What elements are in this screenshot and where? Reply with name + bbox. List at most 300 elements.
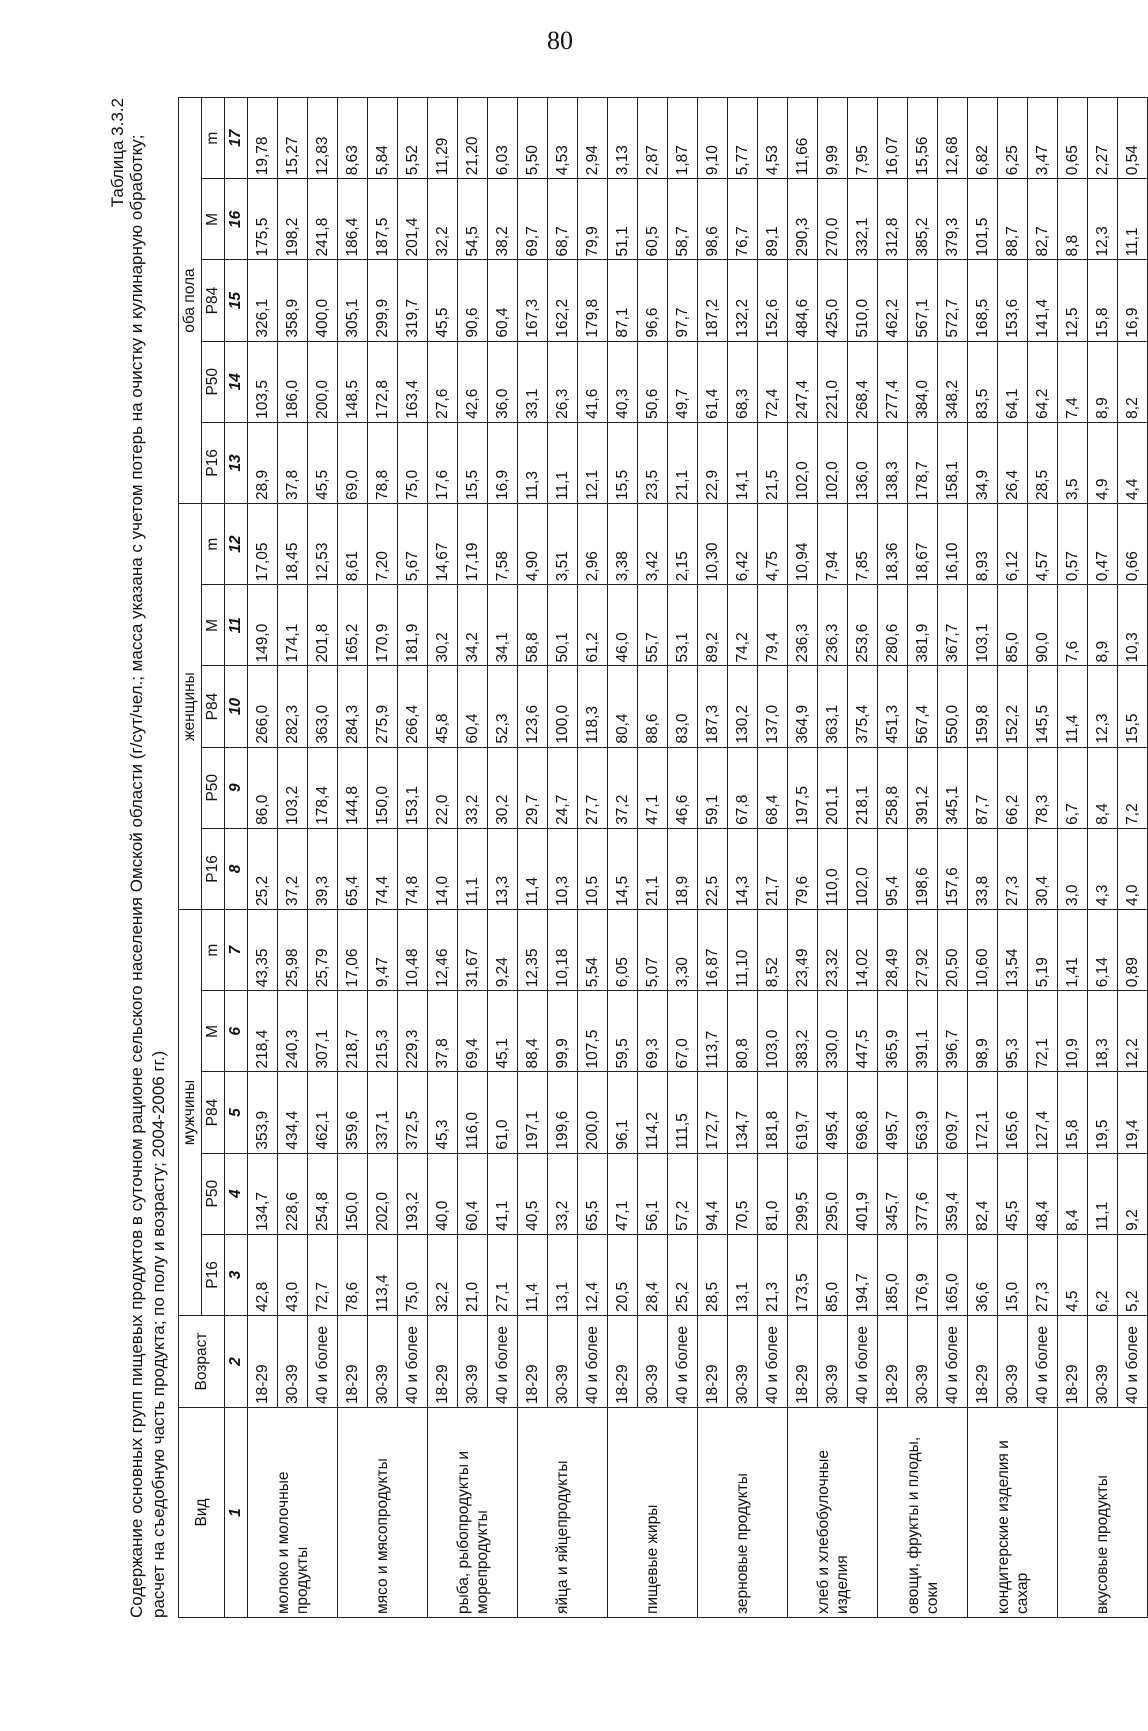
table-cell: 2,15 [668,504,698,585]
table-cell: 51,1 [608,179,638,260]
table-cell: 21,3 [758,1234,788,1315]
table-cell: 15,5 [608,422,638,503]
table-cell: 37,2 [278,828,308,909]
table-cell: 10,60 [968,910,998,991]
header-vid: Вид [179,1408,225,1618]
table-cell: 37,8 [278,422,308,503]
table-cell: 307,1 [308,991,338,1072]
row-age: 18-29 [338,1316,368,1408]
table-cell: 39,3 [308,828,338,909]
table-cell: 17,05 [248,504,278,585]
table-cell: 345,7 [878,1153,908,1234]
table-cell: 21,1 [668,422,698,503]
table-cell: 88,7 [998,179,1028,260]
column-number: 8 [225,828,248,909]
row-age: 30-39 [908,1316,938,1408]
table-cell: 372,5 [398,1072,428,1153]
table-cell: 4,53 [548,98,578,179]
table-cell: 462,1 [308,1072,338,1153]
table-cell: 5,84 [368,98,398,179]
table-cell: 5,2 [1118,1234,1148,1315]
table-cell: 114,2 [638,1072,668,1153]
table-cell: 17,19 [458,504,488,585]
table-cell: 11,29 [428,98,458,179]
header-group: мужчины [179,910,202,1316]
table-cell: 5,54 [578,910,608,991]
table-cell: 34,9 [968,422,998,503]
table-cell: 23,5 [638,422,668,503]
table-row [938,98,968,1618]
column-number: 12 [225,504,248,585]
table-cell: 8,4 [1088,747,1118,828]
table-cell: 172,7 [698,1072,728,1153]
table-cell: 12,4 [578,1234,608,1315]
row-age: 18-29 [698,1316,728,1408]
table-cell: 5,67 [398,504,428,585]
table-cell: 383,2 [788,991,818,1072]
table-cell: 153,1 [398,747,428,828]
column-number: 15 [225,260,248,341]
table-cell: 7,85 [848,504,878,585]
table-cell: 21,1 [638,828,668,909]
table-cell: 159,8 [968,666,998,747]
table-cell: 138,3 [878,422,908,503]
table-cell: 218,1 [848,747,878,828]
table-cell: 102,0 [818,422,848,503]
table-cell: 144,8 [338,747,368,828]
page-number: 80 [547,26,573,55]
table-cell: 158,1 [938,422,968,503]
table-cell: 30,2 [488,747,518,828]
table-row [698,98,728,1618]
table-cell: 186,4 [338,179,368,260]
table-cell: 22,9 [698,422,728,503]
table-cell: 18,36 [878,504,908,585]
table-cell: 32,2 [428,1234,458,1315]
table-cell: 187,5 [368,179,398,260]
row-age: 40 и более [938,1316,968,1408]
table-cell: 462,2 [878,260,908,341]
table-cell: 14,67 [428,504,458,585]
table-cell: 6,12 [998,504,1028,585]
table-cell: 359,4 [938,1153,968,1234]
table-cell: 45,5 [998,1153,1028,1234]
table-cell: 381,9 [908,585,938,666]
table-cell: 201,8 [308,585,338,666]
table-cell: 6,03 [488,98,518,179]
table-cell: 46,6 [668,747,698,828]
table-cell: 359,6 [338,1072,368,1153]
table-cell: 64,2 [1028,341,1058,422]
table-cell: 170,9 [368,585,398,666]
row-age: 30-39 [818,1316,848,1408]
table-cell: 54,5 [458,179,488,260]
table-cell: 23,49 [788,910,818,991]
row-age: 40 и более [578,1316,608,1408]
table-row [608,98,638,1618]
table-cell: 113,7 [698,991,728,1072]
table-cell: 153,6 [998,260,1028,341]
table-cell: 258,8 [878,747,908,828]
table-cell: 400,0 [308,260,338,341]
row-age: 40 и более [398,1316,428,1408]
table-cell: 15,8 [1058,1072,1088,1153]
table-cell: 5,07 [638,910,668,991]
table-cell: 37,2 [608,747,638,828]
table-cell: 130,2 [728,666,758,747]
row-age: 18-29 [518,1316,548,1408]
table-cell: 14,5 [608,828,638,909]
table-row [908,98,938,1618]
table-cell: 12,3 [1088,666,1118,747]
table-cell: 2,87 [638,98,668,179]
table-cell: 218,4 [248,991,278,1072]
table-cell: 27,3 [1028,1234,1058,1315]
table-cell: 10,94 [788,504,818,585]
table-cell: 25,79 [308,910,338,991]
table-row [638,98,668,1618]
table-cell: 284,3 [338,666,368,747]
table-cell: 229,3 [398,991,428,1072]
table-cell: 72,1 [1028,991,1058,1072]
table-cell: 97,7 [668,260,698,341]
table-cell: 275,9 [368,666,398,747]
table-cell: 253,6 [848,585,878,666]
table-cell: 319,7 [398,260,428,341]
table-cell: 179,8 [578,260,608,341]
table-cell: 103,0 [758,991,788,1072]
table-cell: 4,9 [1088,422,1118,503]
table-cell: 21,7 [758,828,788,909]
table-cell: 69,7 [518,179,548,260]
table-cell: 200,0 [578,1072,608,1153]
table-cell: 88,4 [518,991,548,1072]
table-cell: 8,52 [758,910,788,991]
table-cell: 173,5 [788,1234,818,1315]
table-cell: 187,3 [698,666,728,747]
table-cell: 80,8 [728,991,758,1072]
table-cell: 2,96 [578,504,608,585]
table-cell: 495,4 [818,1072,848,1153]
row-vid: пищевые жиры [608,1408,698,1618]
table-cell: 95,3 [998,991,1028,1072]
table-cell: 83,0 [668,666,698,747]
column-number: 2 [225,1316,248,1408]
table-row [728,98,758,1618]
column-number: 7 [225,910,248,991]
column-number: 3 [225,1234,248,1315]
table-cell: 101,5 [968,179,998,260]
row-age: 18-29 [878,1316,908,1408]
table-row [398,98,428,1618]
table-cell: 10,3 [548,828,578,909]
table-cell: 567,1 [908,260,938,341]
table-cell: 567,4 [908,666,938,747]
table-cell: 67,8 [728,747,758,828]
table-cell: 67,0 [668,991,698,1072]
table-cell: 48,4 [1028,1153,1058,1234]
table-row [848,98,878,1618]
table-cell: 29,7 [518,747,548,828]
table-cell: 134,7 [248,1153,278,1234]
table-cell: 199,6 [548,1072,578,1153]
table-cell: 277,4 [878,341,908,422]
table-cell: 82,4 [968,1153,998,1234]
column-number: 6 [225,991,248,1072]
table-cell: 88,6 [638,666,668,747]
table-cell: 330,0 [818,991,848,1072]
table-cell: 8,9 [1088,341,1118,422]
table-cell: 113,4 [368,1234,398,1315]
table-row [1088,98,1118,1618]
table-cell: 11,1 [548,422,578,503]
table-cell: 78,3 [1028,747,1058,828]
table-cell: 58,7 [668,179,698,260]
table-cell: 26,4 [998,422,1028,503]
row-age: 40 и более [758,1316,788,1408]
table-cell: 17,06 [338,910,368,991]
table-cell: 37,8 [428,991,458,1072]
table-cell: 80,4 [608,666,638,747]
table-cell: 68,7 [548,179,578,260]
table-cell: 79,6 [788,828,818,909]
table-cell: 299,5 [788,1153,818,1234]
table-cell: 50,6 [638,341,668,422]
table-cell: 74,4 [368,828,398,909]
table-cell: 12,5 [1058,260,1088,341]
table-cell: 86,0 [248,747,278,828]
table-cell: 43,0 [278,1234,308,1315]
table-row [578,98,608,1618]
table-cell: 0,54 [1118,98,1148,179]
table-cell: 25,2 [248,828,278,909]
table-cell: 254,8 [308,1153,338,1234]
table-cell: 0,57 [1058,504,1088,585]
table-cell: 384,0 [908,341,938,422]
table-cell: 165,0 [938,1234,968,1315]
table-cell: 0,47 [1088,504,1118,585]
table-cell: 145,5 [1028,666,1058,747]
table-cell: 28,9 [248,422,278,503]
header-stat: P50 [202,747,225,828]
column-number: 11 [225,585,248,666]
table-cell: 22,5 [698,828,728,909]
column-number: 5 [225,1072,248,1153]
table-cell: 391,1 [908,991,938,1072]
table-cell: 30,2 [428,585,458,666]
table-cell: 12,53 [308,504,338,585]
row-age: 18-29 [968,1316,998,1408]
table-cell: 4,0 [1118,828,1148,909]
table-cell: 495,7 [878,1072,908,1153]
table-cell: 11,66 [788,98,818,179]
table-cell: 60,4 [458,1153,488,1234]
table-cell: 103,2 [278,747,308,828]
table-cell: 148,5 [338,341,368,422]
table-cell: 6,25 [998,98,1028,179]
table-row [758,98,788,1618]
table-cell: 268,4 [848,341,878,422]
table-cell: 141,4 [1028,260,1058,341]
table-row [548,98,578,1618]
table-cell: 85,0 [998,585,1028,666]
table-row [428,98,458,1618]
table-cell: 178,7 [908,422,938,503]
table-row [668,98,698,1618]
table-cell: 50,1 [548,585,578,666]
table-cell: 168,5 [968,260,998,341]
table-cell: 7,4 [1058,341,1088,422]
table-cell: 15,27 [278,98,308,179]
table-cell: 181,8 [758,1072,788,1153]
table-cell: 609,7 [938,1072,968,1153]
table-cell: 19,5 [1088,1072,1118,1153]
table-cell: 34,1 [488,585,518,666]
table-cell: 4,57 [1028,504,1058,585]
table-cell: 27,7 [578,747,608,828]
table-cell: 197,5 [788,747,818,828]
table-cell: 5,50 [518,98,548,179]
table-cell: 152,2 [998,666,1028,747]
table-cell: 2,94 [578,98,608,179]
row-age: 40 и более [1028,1316,1058,1408]
table-cell: 8,9 [1088,585,1118,666]
table-cell: 3,42 [638,504,668,585]
column-number: 1 [225,1408,248,1618]
table-cell: 89,2 [698,585,728,666]
table-cell: 81,0 [758,1153,788,1234]
table-cell: 6,82 [968,98,998,179]
row-vid: кондитерские изделия и сахар [968,1408,1058,1618]
table-cell: 6,2 [1088,1234,1118,1315]
table-cell: 25,2 [668,1234,698,1315]
table-cell: 295,0 [818,1153,848,1234]
row-vid: зерновые продукты [698,1408,788,1618]
table-cell: 198,2 [278,179,308,260]
table-cell: 236,3 [788,585,818,666]
table-row [278,98,308,1618]
table-cell: 8,93 [968,504,998,585]
table-cell: 65,5 [578,1153,608,1234]
table-cell: 4,5 [1058,1234,1088,1315]
table-cell: 18,45 [278,504,308,585]
table-cell: 12,46 [428,910,458,991]
table-cell: 3,51 [548,504,578,585]
table-cell: 282,3 [278,666,308,747]
table-cell: 64,1 [998,341,1028,422]
column-number: 9 [225,747,248,828]
table-cell: 111,5 [668,1072,698,1153]
table-cell: 3,38 [608,504,638,585]
table-row [818,98,848,1618]
row-age: 40 и более [848,1316,878,1408]
table-cell: 175,5 [248,179,278,260]
table-row [518,98,548,1618]
table-cell: 79,9 [578,179,608,260]
table-cell: 82,7 [1028,179,1058,260]
table-cell: 27,6 [428,341,458,422]
table-cell: 15,56 [908,98,938,179]
table-cell: 58,8 [518,585,548,666]
table-cell: 100,0 [548,666,578,747]
row-age: 30-39 [1088,1316,1118,1408]
table-row [788,98,818,1618]
table-cell: 312,8 [878,179,908,260]
table-cell: 60,4 [458,666,488,747]
table-cell: 127,4 [1028,1072,1058,1153]
table-cell: 89,1 [758,179,788,260]
table-cell: 96,6 [638,260,668,341]
table-row [968,98,998,1618]
table-cell: 45,5 [308,422,338,503]
header-stat: P50 [202,341,225,422]
table-cell: 7,6 [1058,585,1088,666]
table-cell: 228,6 [278,1153,308,1234]
table-cell: 23,32 [818,910,848,991]
row-vid: вкусовые продукты [1058,1408,1148,1618]
table-cell: 132,2 [728,260,758,341]
table-cell: 197,1 [518,1072,548,1153]
row-age: 40 и более [308,1316,338,1408]
table-cell: 396,7 [938,991,968,1072]
table-cell: 13,1 [548,1234,578,1315]
table-cell: 7,94 [818,504,848,585]
row-age: 30-39 [278,1316,308,1408]
table-cell: 167,3 [518,260,548,341]
table-cell: 447,5 [848,991,878,1072]
table-cell: 28,5 [1028,422,1058,503]
table-cell: 299,9 [368,260,398,341]
row-age: 18-29 [788,1316,818,1408]
table-row [248,98,278,1618]
table-cell: 74,2 [728,585,758,666]
table-cell: 95,4 [878,828,908,909]
table-cell: 55,7 [638,585,668,666]
table-cell: 337,1 [368,1072,398,1153]
table-cell: 9,2 [1118,1153,1148,1234]
table-cell: 165,6 [998,1072,1028,1153]
table-cell: 186,0 [278,341,308,422]
header-stat: M [202,991,225,1072]
table-cell: 19,4 [1118,1072,1148,1153]
table-cell: 61,0 [488,1072,518,1153]
table-cell: 5,52 [398,98,428,179]
table-cell: 172,8 [368,341,398,422]
column-number: 10 [225,666,248,747]
table-cell: 11,3 [518,422,548,503]
table-cell: 78,8 [368,422,398,503]
table-cell: 510,0 [848,260,878,341]
table-cell: 110,0 [818,828,848,909]
table-cell: 4,4 [1118,422,1148,503]
table-row [998,98,1028,1618]
table-cell: 118,3 [578,666,608,747]
table-cell: 270,0 [818,179,848,260]
header-stat: M [202,585,225,666]
column-number: 13 [225,422,248,503]
table-cell: 7,95 [848,98,878,179]
table-cell: 12,68 [938,98,968,179]
row-vid: молоко и молочные продукты [248,1408,338,1618]
row-age: 40 и более [668,1316,698,1408]
table-cell: 116,0 [458,1072,488,1153]
table-cell: 9,47 [368,910,398,991]
table-cell: 24,7 [548,747,578,828]
table-cell: 53,1 [668,585,698,666]
table-cell: 69,0 [338,422,368,503]
table-cell: 345,1 [938,747,968,828]
table-cell: 103,1 [968,585,998,666]
